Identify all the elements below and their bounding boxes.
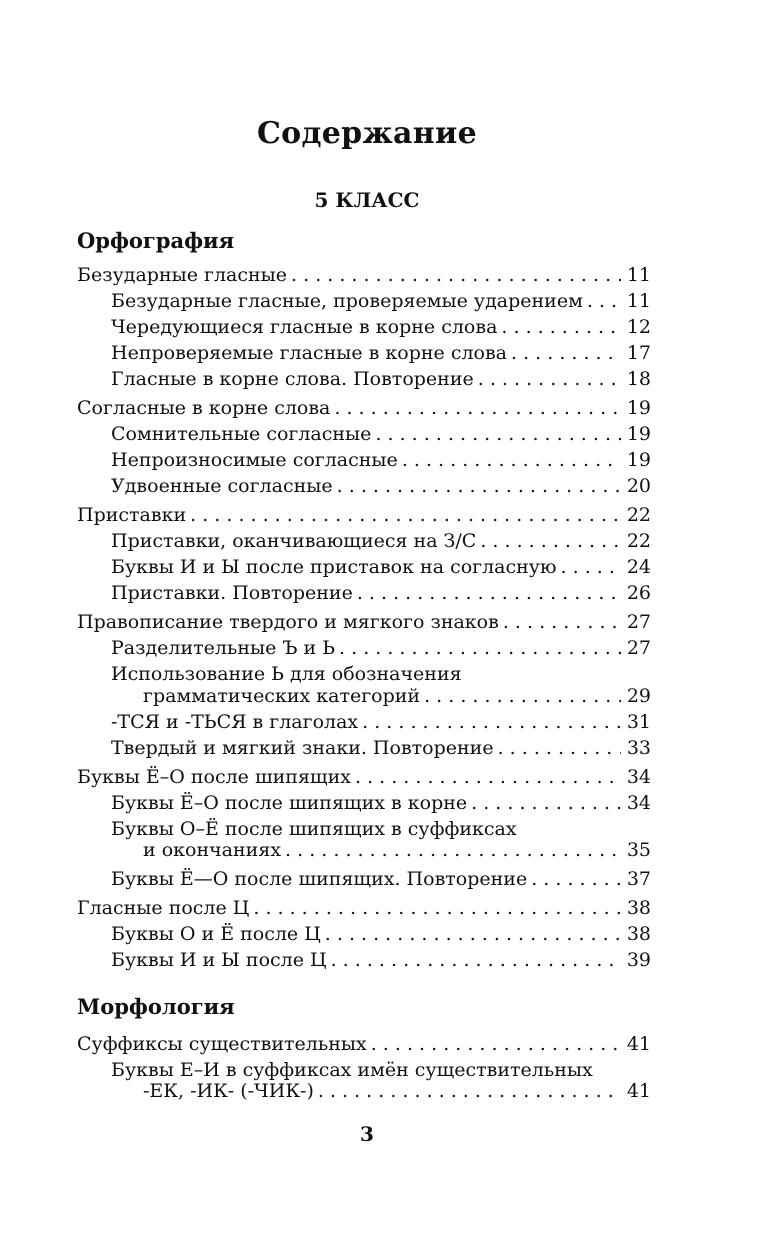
toc-entry-text: Приставки, оканчивающиеся на З/С bbox=[111, 530, 477, 552]
toc-entry-page: 29 bbox=[626, 685, 651, 707]
leader-dots bbox=[471, 790, 621, 816]
toc-entry[interactable] bbox=[111, 635, 651, 661]
toc-entry-text: грамматических категорий bbox=[143, 685, 421, 707]
toc-entry[interactable] bbox=[143, 1078, 651, 1104]
toc-entry[interactable] bbox=[111, 447, 651, 473]
toc-entry-page: 38 bbox=[626, 897, 651, 919]
toc-entry-text: -ТСЯ и -ТЬСЯ в глаголах bbox=[111, 711, 359, 733]
page-title: Содержание bbox=[257, 116, 477, 151]
toc-entry[interactable] bbox=[111, 554, 651, 580]
leader-dots bbox=[561, 554, 621, 580]
leader-dots bbox=[375, 421, 620, 447]
grade-heading: 5 КЛАСС bbox=[314, 188, 420, 212]
toc-entry-text: Непроизносимые согласные bbox=[111, 449, 398, 471]
toc-entry-page: 18 bbox=[626, 368, 651, 390]
toc-entry[interactable] bbox=[111, 528, 651, 554]
leader-dots bbox=[511, 340, 621, 366]
toc-entry-text: Буквы О и Ё после Ц bbox=[111, 923, 321, 945]
toc-entry-page: 31 bbox=[626, 711, 651, 733]
toc-entry[interactable] bbox=[143, 683, 651, 709]
leader-dots bbox=[531, 866, 621, 892]
toc-entry-page: 20 bbox=[626, 475, 651, 497]
toc-entry[interactable] bbox=[77, 895, 651, 921]
toc-entry-text-line1: Буквы О–Ё после шипящих в суффиксах bbox=[111, 818, 517, 840]
leader-dots bbox=[480, 528, 620, 554]
toc-entry-text: -ЕК, -ИК- (-ЧИК-) bbox=[143, 1080, 314, 1102]
section-title-morphology: Морфология bbox=[77, 994, 235, 1019]
toc-entry-text: Безударные гласные, проверяемые ударением bbox=[111, 290, 583, 312]
leader-dots bbox=[587, 288, 621, 314]
toc-entry-text-line1: Буквы Е–И в суффиксах имён существительных bbox=[111, 1059, 593, 1081]
toc-entry-page: 17 bbox=[626, 342, 651, 364]
toc-entry[interactable] bbox=[143, 837, 651, 863]
toc-entry-text: Гласные в корне слова. Повторение bbox=[111, 368, 474, 390]
toc-entry[interactable] bbox=[111, 340, 651, 366]
toc-entry-text: Непроверяемые гласные в корне слова bbox=[111, 342, 507, 364]
toc-entry-text: Буквы Ё–О после шипящих в корне bbox=[111, 792, 468, 814]
leader-dots bbox=[253, 895, 620, 921]
toc-entry-page: 11 bbox=[626, 290, 651, 312]
toc-entry[interactable] bbox=[77, 395, 651, 421]
toc-entry[interactable] bbox=[77, 764, 651, 790]
toc-entry[interactable] bbox=[111, 866, 651, 892]
leader-dots bbox=[357, 580, 621, 606]
toc-entry[interactable] bbox=[77, 262, 651, 288]
toc-entry-page: 19 bbox=[626, 397, 651, 419]
toc-entry[interactable] bbox=[111, 921, 651, 947]
toc-entry-text: Правописание твердого и мягкого знаков bbox=[77, 611, 499, 633]
toc-entry[interactable] bbox=[111, 366, 651, 392]
toc-entry-text-line1: Использование Ь для обозначения bbox=[111, 663, 462, 685]
toc-entry-text: Гласные после Ц bbox=[77, 897, 250, 919]
toc-entry-text: Приставки bbox=[77, 504, 187, 526]
toc-entry-page: 24 bbox=[626, 556, 651, 578]
toc-entry-text: Суффиксы существительных bbox=[77, 1033, 367, 1055]
toc-entry-text: и окончаниях bbox=[143, 839, 282, 861]
toc-entry-text: Чередующиеся гласные в корне слова bbox=[111, 316, 498, 338]
leader-dots bbox=[325, 921, 621, 947]
toc-entry-page: 41 bbox=[626, 1080, 651, 1102]
toc-entry-page: 33 bbox=[626, 737, 651, 759]
leader-dots bbox=[402, 447, 621, 473]
toc-entry-text: Буквы Ё—О после шипящих. Повторение bbox=[111, 868, 528, 890]
toc-entry-page: 38 bbox=[626, 923, 651, 945]
toc-entry-text: Твердый и мягкий знаки. Повторение bbox=[111, 737, 494, 759]
toc-entry[interactable] bbox=[111, 421, 651, 447]
toc-entry[interactable] bbox=[111, 473, 651, 499]
toc-entry-page: 27 bbox=[626, 611, 651, 633]
toc-entry-page: 37 bbox=[626, 868, 651, 890]
toc-entry[interactable] bbox=[111, 947, 651, 973]
toc-entry-page: 19 bbox=[626, 423, 651, 445]
page-number: 3 bbox=[360, 1122, 374, 1146]
leader-dots bbox=[334, 395, 620, 421]
toc-entry-page: 27 bbox=[626, 637, 651, 659]
toc-entry-page: 39 bbox=[626, 949, 651, 971]
toc-entry[interactable] bbox=[111, 735, 651, 761]
leader-dots bbox=[498, 735, 621, 761]
toc-entry-text: Безударные гласные bbox=[77, 264, 288, 286]
leader-dots bbox=[318, 1078, 621, 1104]
leader-dots bbox=[478, 366, 621, 392]
toc-entry[interactable] bbox=[77, 1031, 651, 1057]
toc-entry[interactable] bbox=[111, 288, 651, 314]
toc-entry-page: 34 bbox=[626, 766, 651, 788]
toc-entry[interactable] bbox=[77, 502, 651, 528]
leader-dots bbox=[190, 502, 621, 528]
toc-entry[interactable] bbox=[77, 609, 651, 635]
leader-dots bbox=[362, 709, 621, 735]
toc-entry-text: Буквы Ё–О после шипящих bbox=[77, 766, 351, 788]
leader-dots bbox=[331, 947, 621, 973]
toc-entry-page: 26 bbox=[626, 582, 651, 604]
leader-dots bbox=[371, 1031, 621, 1057]
toc-entry-text: Буквы И и Ы после приставок на согласную bbox=[111, 556, 557, 578]
leader-dots bbox=[424, 683, 621, 709]
leader-dots bbox=[291, 262, 621, 288]
toc-entry-text: Сомнительные согласные bbox=[111, 423, 372, 445]
toc-entry[interactable] bbox=[111, 580, 651, 606]
toc-entry-page: 11 bbox=[626, 264, 651, 286]
toc-entry-page: 22 bbox=[626, 530, 651, 552]
toc-entry-page: 34 bbox=[626, 792, 651, 814]
toc-entry[interactable] bbox=[111, 709, 651, 735]
leader-dots bbox=[501, 314, 620, 340]
leader-dots bbox=[339, 635, 621, 661]
leader-dots bbox=[285, 837, 621, 863]
toc-entry-text: Согласные в корне слова bbox=[77, 397, 331, 419]
toc-entry-page: 19 bbox=[626, 449, 651, 471]
toc-entry-page: 41 bbox=[626, 1033, 651, 1055]
toc-entry[interactable] bbox=[111, 790, 651, 816]
section-title-orthography: Орфография bbox=[77, 228, 235, 253]
toc-entry[interactable] bbox=[111, 314, 651, 340]
leader-dots bbox=[503, 609, 621, 635]
toc-entry-page: 22 bbox=[626, 504, 651, 526]
leader-dots bbox=[355, 764, 621, 790]
toc-entry-text: Приставки. Повторение bbox=[111, 582, 353, 604]
leader-dots bbox=[337, 473, 621, 499]
toc-entry-text: Удвоенные согласные bbox=[111, 475, 333, 497]
toc-entry-text: Буквы И и Ы после Ц bbox=[111, 949, 327, 971]
toc-entry-page: 12 bbox=[626, 316, 651, 338]
toc-entry-page: 35 bbox=[626, 839, 651, 861]
toc-entry-text: Разделительные Ъ и Ь bbox=[111, 637, 336, 659]
